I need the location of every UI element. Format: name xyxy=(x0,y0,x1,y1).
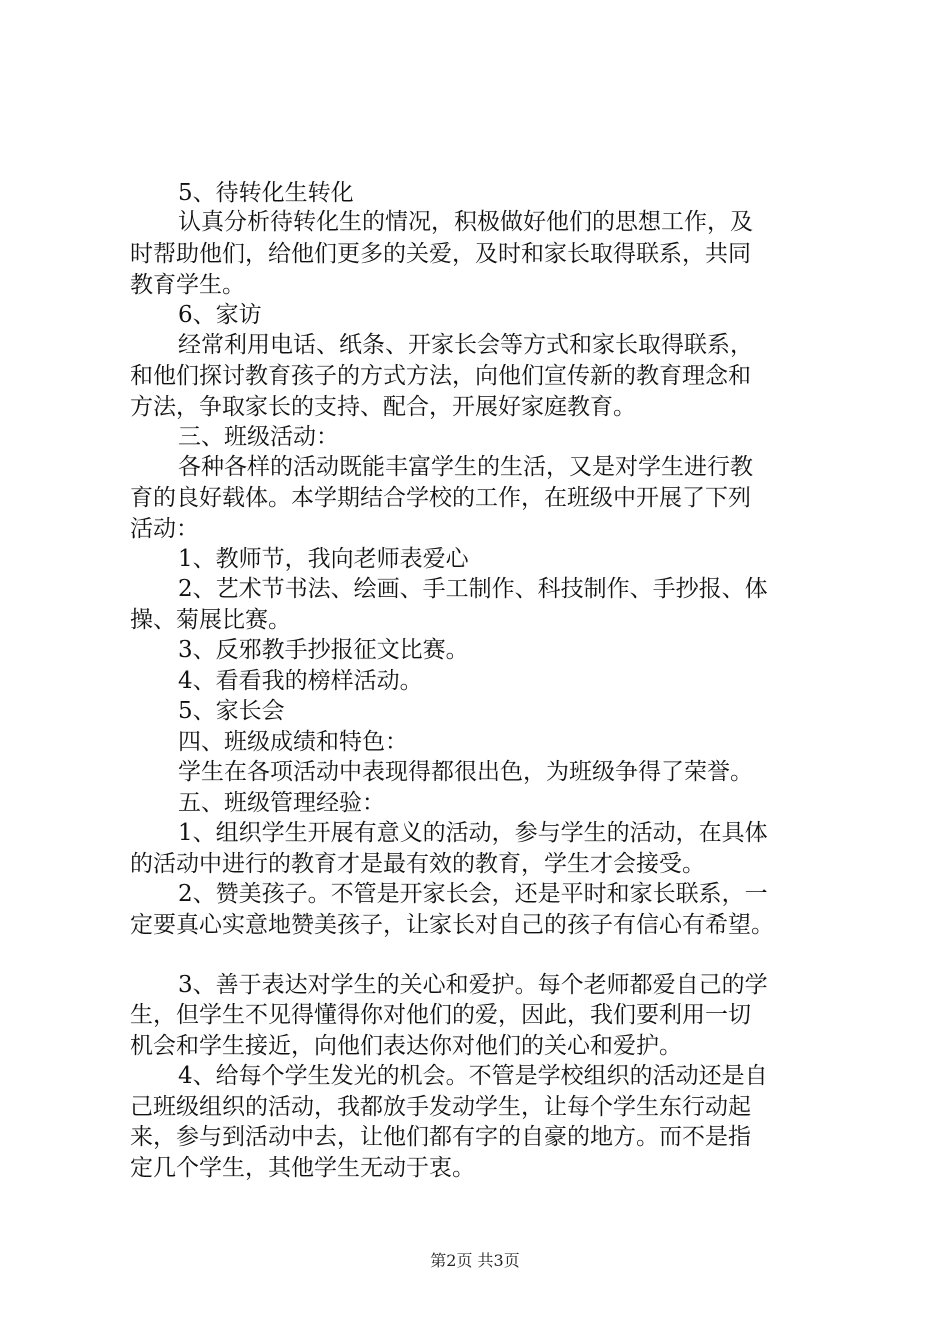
line-31: 来，参与到活动中去，让他们都有字的自豪的地方。而不是指 xyxy=(130,1124,751,1150)
line-23: 的活动中进行的教育才是最有效的教育，学生才会接受。 xyxy=(130,851,705,877)
line-3: 时帮助他们，给他们更多的关爱，及时和家长取得联系，共同 xyxy=(130,241,751,267)
page-footer: 第2页 共3页 xyxy=(430,1251,520,1270)
line-11: 育的良好载体。本学期结合学校的工作，在班级中开展了下列 xyxy=(130,485,751,511)
line-21: 五、班级管理经验： xyxy=(178,790,385,816)
line-1: 5、待转化生转化 xyxy=(178,180,354,206)
line-26: 3、善于表达对学生的关心和爱护。每个老师都爱自己的学 xyxy=(178,972,768,998)
line-15: 操、菊展比赛。 xyxy=(130,607,291,633)
line-16: 3、反邪教手抄报征文比赛。 xyxy=(178,637,469,663)
line-18: 5、家长会 xyxy=(178,698,285,724)
line-7: 和他们探讨教育孩子的方式方法，向他们宣传新的教育理念和 xyxy=(130,363,751,389)
line-6: 经常利用电话、纸条、开家长会等方式和家长取得联系， xyxy=(178,332,753,358)
line-10: 各种各样的活动既能丰富学生的生活，又是对学生进行教 xyxy=(178,454,753,480)
line-2: 认真分析待转化生的情况，积极做好他们的思想工作，及 xyxy=(178,209,753,235)
line-14: 2、艺术节书法、绘画、手工制作、科技制作、手抄报、体 xyxy=(178,576,768,602)
line-13: 1、教师节，我向老师表爱心 xyxy=(178,546,469,572)
line-8: 方法，争取家长的支持、配合，开展好家庭教育。 xyxy=(130,394,636,420)
line-20: 学生在各项活动中表现得都很出色，为班级争得了荣誉。 xyxy=(178,759,753,785)
line-30: 己班级组织的活动，我都放手发动学生，让每个学生东行动起 xyxy=(130,1094,751,1120)
line-5: 6、家访 xyxy=(178,302,262,328)
line-24: 2、赞美孩子。不管是开家长会，还是平时和家长联系，一 xyxy=(178,881,768,907)
line-4: 教育学生。 xyxy=(130,272,245,298)
line-9: 三、班级活动： xyxy=(178,424,339,450)
line-12: 活动： xyxy=(130,516,199,542)
line-22: 1、组织学生开展有意义的活动，参与学生的活动，在具体 xyxy=(178,820,768,846)
line-17: 4、看看我的榜样活动。 xyxy=(178,668,423,694)
line-28: 机会和学生接近，向他们表达你对他们的关心和爱护。 xyxy=(130,1033,682,1059)
line-27: 生，但学生不见得懂得你对他们的爱，因此，我们要利用一切 xyxy=(130,1002,751,1028)
line-19: 四、班级成绩和特色： xyxy=(178,729,408,755)
line-25: 定要真心实意地赞美孩子，让家长对自己的孩子有信心有希望。 xyxy=(130,912,774,938)
line-32: 定几个学生，其他学生无动于衷。 xyxy=(130,1155,475,1181)
line-29: 4、给每个学生发光的机会。不管是学校组织的活动还是自 xyxy=(178,1063,768,1089)
